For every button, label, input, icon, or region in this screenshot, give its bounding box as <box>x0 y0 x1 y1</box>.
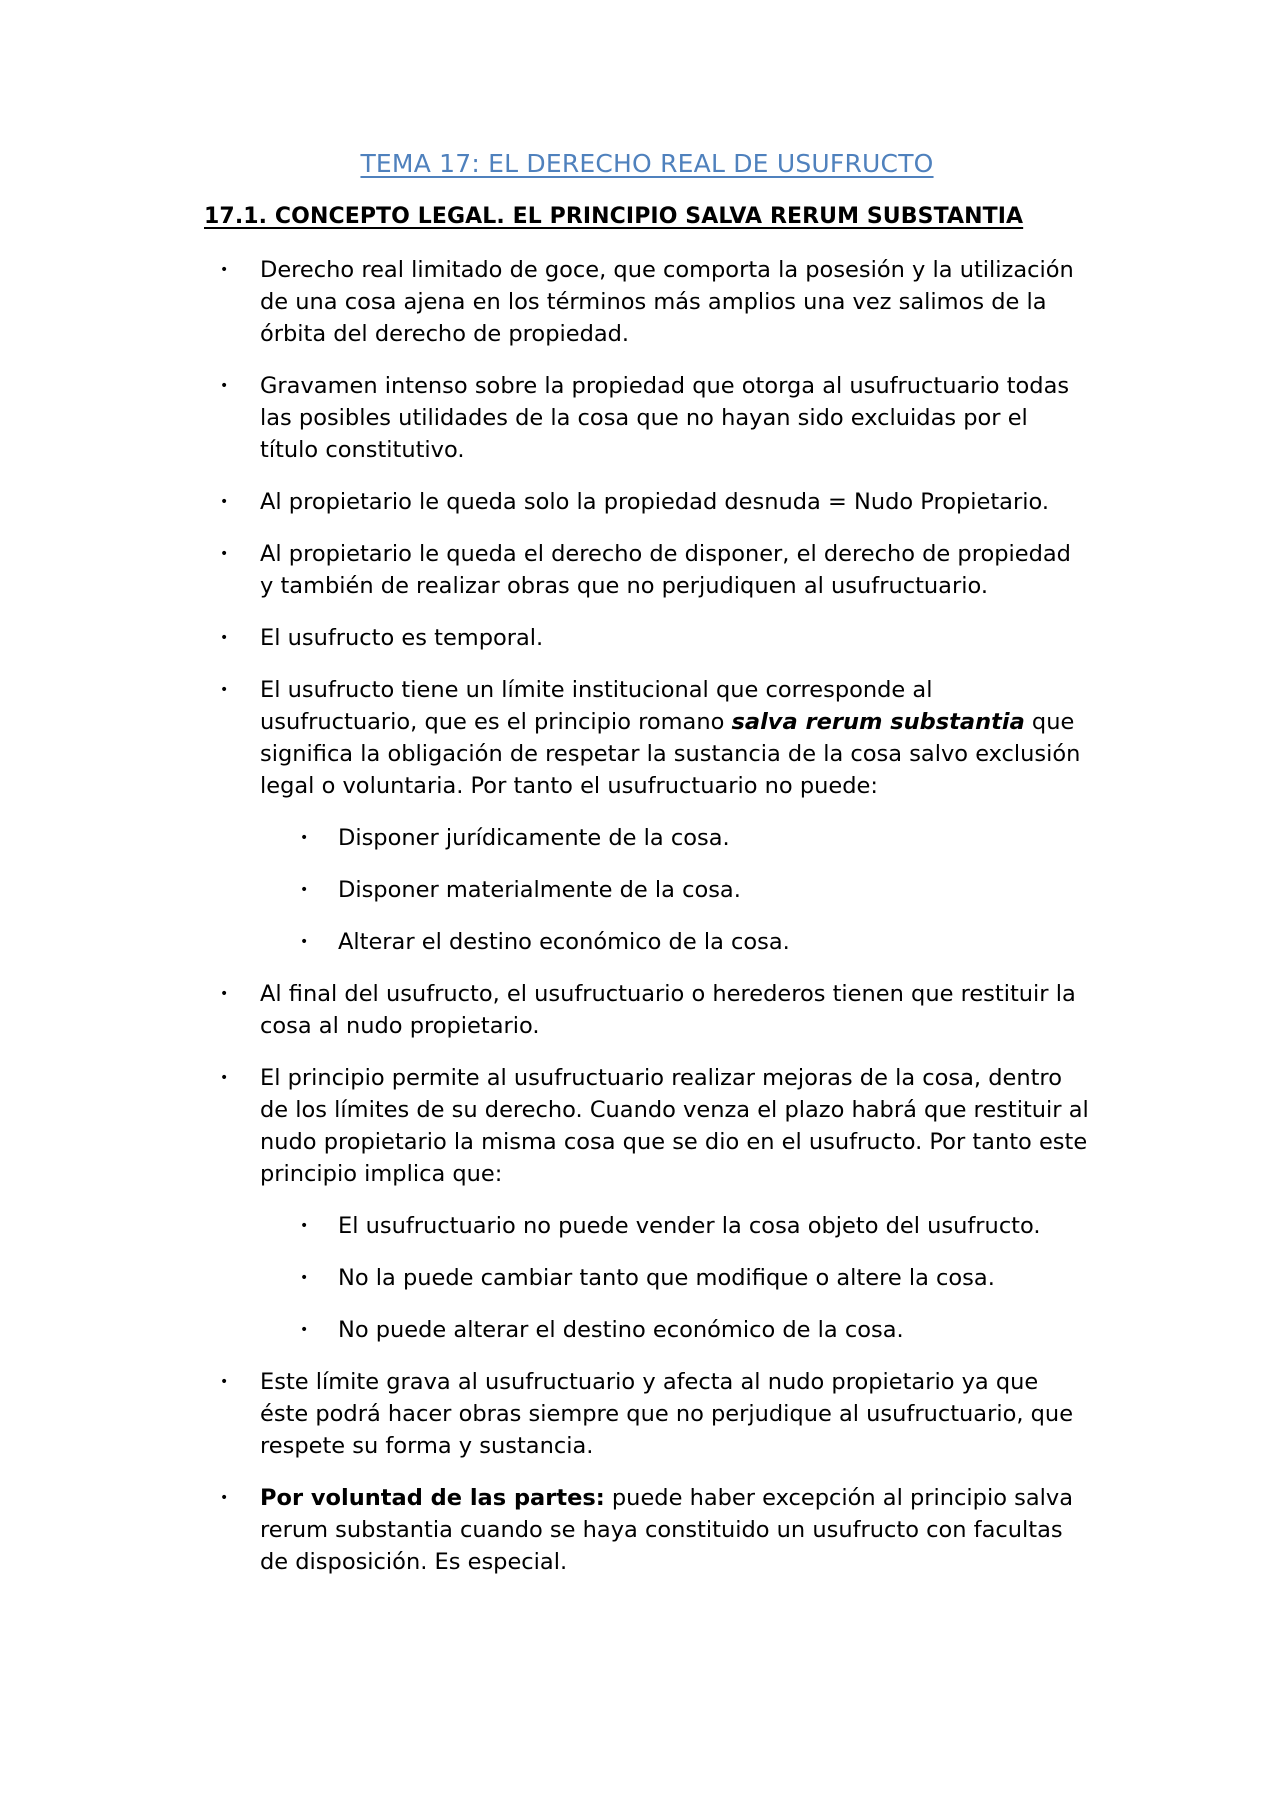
sub-list-item <box>260 926 1090 958</box>
list-item-text: Derecho real limitado de goce, que comporta la posesión y la utilización de una cosa ajena en los términos más amplios una vez salimos de la órbita del derecho de propiedad. <box>260 257 1074 347</box>
sub-list-item-text: Disponer materialmente de la cosa. <box>338 877 741 903</box>
bullet-icon: • <box>220 546 229 562</box>
section-heading: 17.1. CONCEPTO LEGAL. EL PRINCIPIO SALVA RERUM SUBSTANTIA <box>204 204 1024 229</box>
emphasis-term: salva rerum substantia <box>731 709 1025 735</box>
sub-bullet-list <box>260 1210 1090 1346</box>
sub-list-item-text: Disponer jurídicamente de la cosa. <box>338 825 730 851</box>
list-item <box>204 1482 1090 1578</box>
sub-list-item-text: El usufructuario no puede vender la cosa objeto del usufructo. <box>338 1213 1041 1239</box>
bold-lead: Por voluntad de las partes: <box>260 1485 605 1511</box>
list-item-text: El usufructo es temporal. <box>260 625 544 651</box>
bullet-icon: • <box>220 378 229 394</box>
bullet-icon: • <box>300 1322 309 1338</box>
list-item-text <box>260 677 1080 799</box>
bullet-list <box>204 254 1090 1578</box>
bullet-icon: • <box>300 1270 309 1286</box>
sub-list-item-text: Alterar el destino económico de la cosa. <box>338 929 790 955</box>
list-item-text-after: que significa la obligación de respetar la sustancia de la cosa salvo exclusión legal o voluntaria. Por tanto el usufructuario no puede: <box>260 709 1081 799</box>
list-item-text: Este límite grava al usufructuario y afecta al nudo propietario ya que éste podrá hacer obras siempre que no perjudique al usufructuario, que respete su forma y sustancia. <box>260 1369 1074 1459</box>
list-item <box>204 254 1090 350</box>
bullet-icon: • <box>220 682 229 698</box>
list-item-text: Al final del usufructo, el usufructuario o herederos tienen que restituir la cosa al nudo propietario. <box>260 981 1076 1039</box>
bullet-icon: • <box>220 1070 229 1086</box>
bullet-icon: • <box>300 1218 309 1234</box>
list-item-text: Al propietario le queda solo la propiedad desnuda = Nudo Propietario. <box>260 489 1049 515</box>
bullet-icon: • <box>220 986 229 1002</box>
bullet-icon: • <box>300 882 309 898</box>
bullet-icon: • <box>220 630 229 646</box>
list-item-text: Gravamen intenso sobre la propiedad que otorga al usufructuario todas las posibles utilidades de la cosa que no hayan sido excluidas por el título constitutivo. <box>260 373 1070 463</box>
bullet-icon: • <box>300 934 309 950</box>
sub-list-item <box>260 1262 1090 1294</box>
list-item <box>204 1062 1090 1346</box>
bullet-icon: • <box>220 1374 229 1390</box>
list-item-text-before: El usufructo tiene un límite institucional que corresponde al usufructuario, que es el principio romano <box>260 677 933 735</box>
sub-list-item <box>260 822 1090 854</box>
list-item <box>204 674 1090 958</box>
list-item <box>204 1366 1090 1462</box>
list-item <box>204 538 1090 602</box>
sub-list-item <box>260 1314 1090 1346</box>
sub-list-item-text: No puede alterar el destino económico de la cosa. <box>338 1317 904 1343</box>
list-item-text <box>260 1485 1073 1575</box>
sub-list-item <box>260 1210 1090 1242</box>
document-title: TEMA 17: EL DERECHO REAL DE USUFRUCTO <box>360 149 934 178</box>
list-item-text: Al propietario le queda el derecho de disponer, el derecho de propiedad y también de realizar obras que no perjudiquen al usufructuario. <box>260 541 1071 599</box>
bullet-icon: • <box>220 262 229 278</box>
list-item <box>204 370 1090 466</box>
bullet-icon: • <box>300 830 309 846</box>
list-item <box>204 622 1090 654</box>
sub-list-item <box>260 874 1090 906</box>
sub-bullet-list <box>260 822 1090 958</box>
list-item <box>204 978 1090 1042</box>
bullet-icon: • <box>220 494 229 510</box>
sub-list-item-text: No la puede cambiar tanto que modifique o altere la cosa. <box>338 1265 995 1291</box>
bullet-icon: • <box>220 1490 229 1506</box>
list-item-text-after: puede haber excepción al principio salva rerum substantia cuando se haya constituido un usufructo con facultas de disposición. Es especial. <box>260 1485 1073 1575</box>
list-item <box>204 486 1090 518</box>
list-item-text: El principio permite al usufructuario realizar mejoras de la cosa, dentro de los límites de su derecho. Cuando venza el plazo habrá que restituir al nudo propietario la misma cosa que se dio en el usufructo. Por tanto este principio implica que: <box>260 1065 1089 1187</box>
